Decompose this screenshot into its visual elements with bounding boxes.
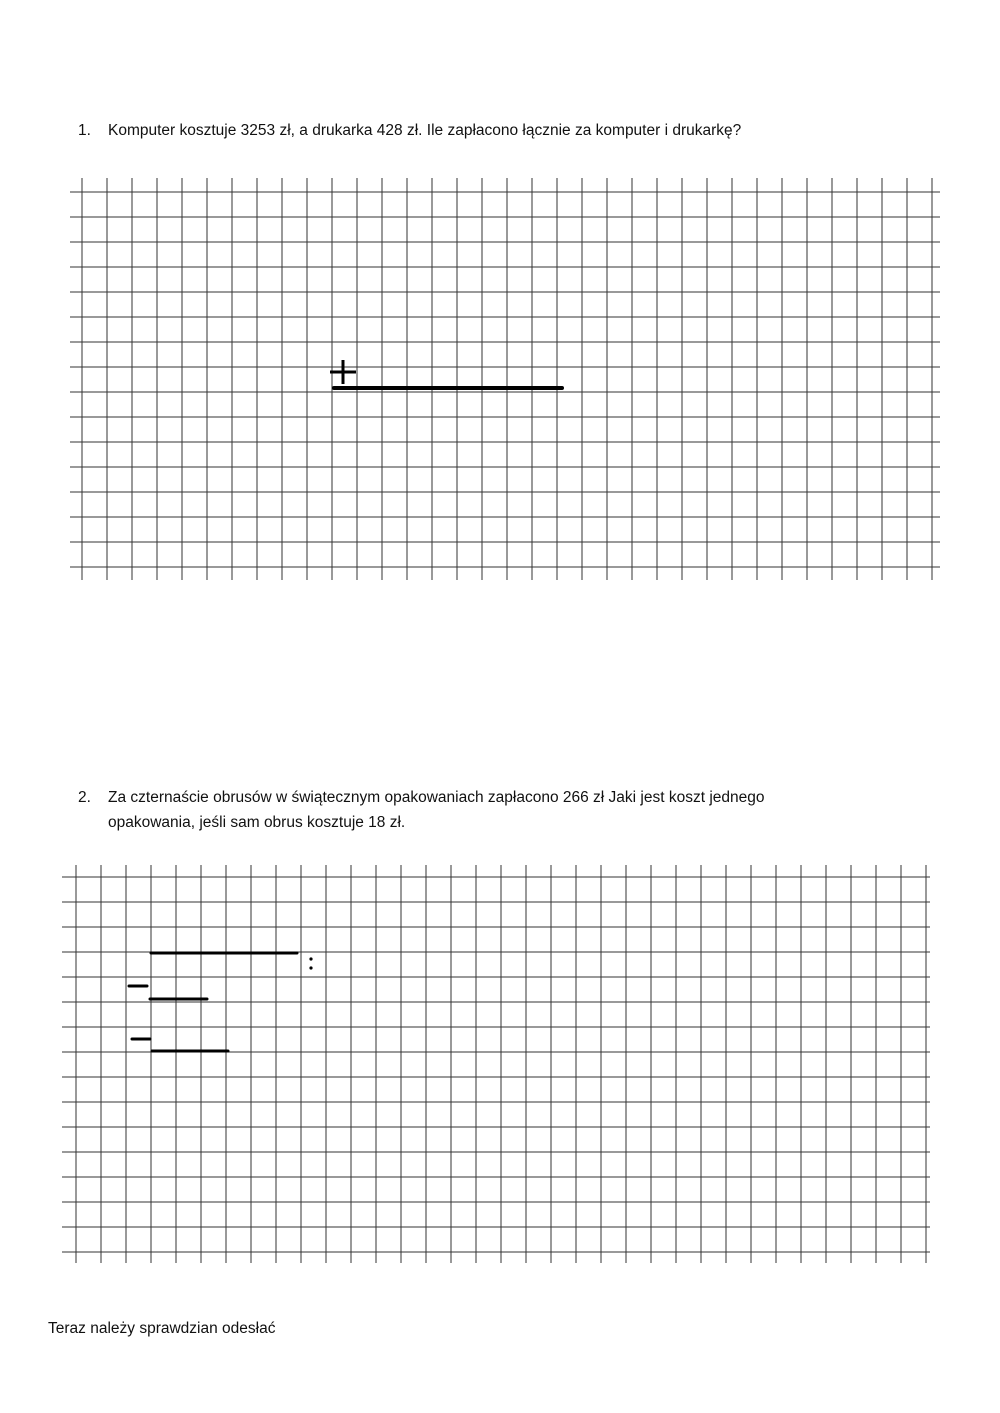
task-number: 1. (78, 122, 91, 139)
addition-scaffold (330, 360, 562, 388)
grid-lines (62, 865, 930, 1263)
division-colon-top (309, 957, 312, 960)
grid-lines (70, 178, 940, 580)
squared-paper-grid-1 (70, 178, 940, 580)
task-text-line-1: Za czternaście obrusów w świątecznym opakowaniach zapłacono 266 zł Jaki jest koszt jednego (108, 789, 765, 806)
task-number: 2. (78, 789, 91, 806)
task-text-line-2: opakowania, jeśli sam obrus kosztuje 18 zł. (108, 814, 406, 831)
division-colon-bottom (309, 966, 312, 969)
task-text: Komputer kosztuje 3253 zł, a drukarka 428 zł. Ile zapłacono łącznie za komputer i drukarkę? (108, 122, 742, 139)
squared-paper-grid-2 (62, 865, 930, 1263)
footer-note: Teraz należy sprawdzian odesłać (48, 1320, 276, 1337)
